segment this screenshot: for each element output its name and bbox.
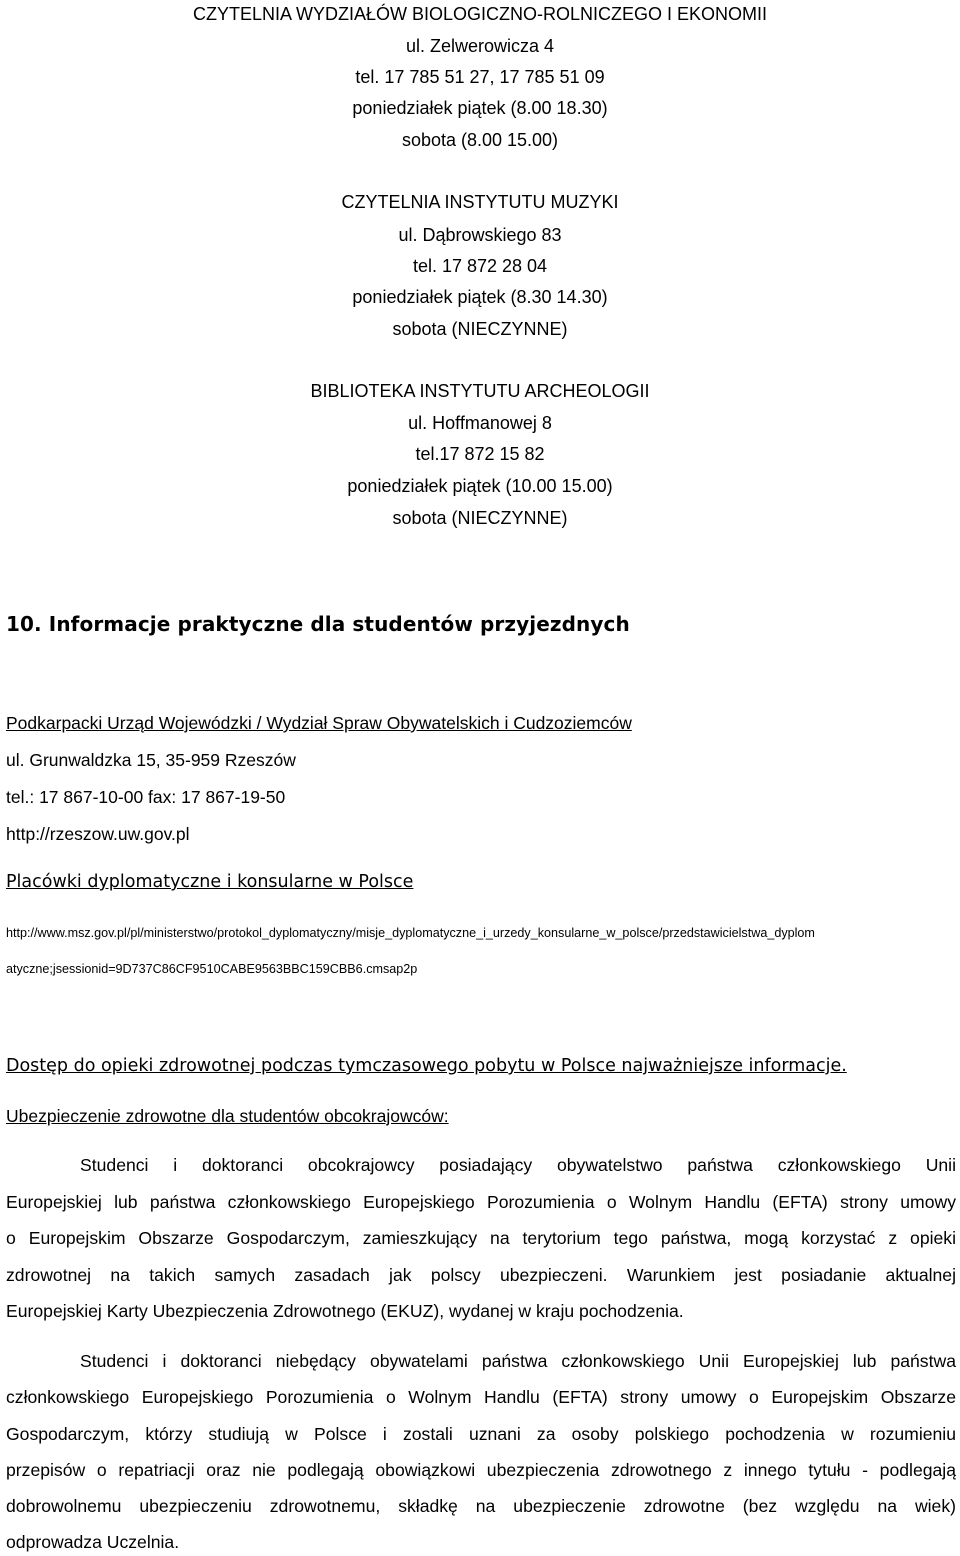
paragraph-2-line: członkowskiego Europejskiego Porozumienia o Wolnym Handlu (EFTA) strony umowy o Europejskim Obszarze — [6, 1387, 956, 1407]
paragraph-2-line: Studenci i doktoranci niebędący obywatelami państwa członkowskiego Unii Europejskiej lub państwa — [80, 1351, 956, 1371]
library-2-saturday: sobota (NIECZYNNE) — [392, 319, 568, 339]
office-name: Podkarpacki Urząd Wojewódzki / Wydział Spraw Obywatelskich i Cudzoziemców — [6, 713, 632, 733]
library-3-saturday: sobota (NIECZYNNE) — [392, 508, 568, 528]
healthcare-heading: Dostęp do opieki zdrowotnej podczas tymczasowego pobytu w Polsce najważniejsze informacje. — [6, 1056, 847, 1076]
paragraph-1-line: o Europejskim Obszarze Gospodarczym, zamieszkujący na terytorium tego państwa, mogą korzystać z opieki — [6, 1228, 956, 1248]
library-2-weekdays: poniedziałek piątek (8.30 14.30) — [352, 287, 608, 307]
paragraph-2-line: odprowadza Uczelnia. — [6, 1532, 180, 1552]
library-1-weekdays: poniedziałek piątek (8.00 18.30) — [352, 98, 608, 118]
library-2-name: CZYTELNIA INSTYTUTU MUZYKI — [341, 192, 619, 212]
paragraph-2-line: przepisów o repatriacji oraz nie podlegają obowiązkowi ubezpieczenia zdrowotnego z innego tytułu - podlegają — [6, 1460, 956, 1480]
library-2-phone: tel. 17 872 28 04 — [412, 256, 548, 276]
office-address: ul. Grunwaldzka 15, 35-959 Rzeszów — [6, 750, 296, 770]
insurance-heading: Ubezpieczenie zdrowotne dla studentów obcokrajowców: — [6, 1106, 449, 1126]
paragraph-1-line: Studenci i doktoranci obcokrajowcy posiadający obywatelstwo państwa członkowskiego Unii — [80, 1155, 956, 1175]
library-3-phone: tel.17 872 15 82 — [415, 444, 545, 464]
library-3-name: BIBLIOTEKA INSTYTUTU ARCHEOLOGII — [310, 381, 650, 401]
paragraph-1-line: Europejskiej lub państwa członkowskiego Europejskiego Porozumienia o Wolnym Handlu (EFTA) strony umowy — [6, 1192, 956, 1212]
library-2-address: ul. Dąbrowskiego 83 — [398, 225, 562, 245]
section-10-heading: 10. Informacje praktyczne dla studentów przyjezdnych — [6, 612, 630, 636]
library-1-name: CZYTELNIA WYDZIAŁÓW BIOLOGICZNO-ROLNICZEGO I EKONOMII — [192, 4, 768, 24]
library-1-phone: tel. 17 785 51 27, 17 785 51 09 — [355, 67, 605, 87]
library-3-weekdays: poniedziałek piątek (10.00 15.00) — [347, 476, 613, 496]
office-url-link[interactable]: http://rzeszow.uw.gov.pl — [6, 824, 190, 844]
paragraph-2-line: dobrowolnemu ubezpieczeniu zdrowotnemu, składkę na ubezpieczenie zdrowotne (bez względu na wiek) — [6, 1496, 956, 1516]
diplomatic-url-line-1[interactable]: http://www.msz.gov.pl/pl/ministerstwo/protokol_dyplomatyczny/misje_dyplomatyczne_i_urzedy_konsularne_w_polsce/przedstawicielstwa_dyplom — [6, 926, 815, 940]
office-phone-fax: tel.: 17 867-10-00 fax: 17 867-19-50 — [6, 787, 286, 807]
paragraph-1-line: zdrowotnej na takich samych zasadach jak polscy ubezpieczeni. Warunkiem jest posiadanie aktualnej — [6, 1265, 956, 1285]
library-3-address: ul. Hoffmanowej 8 — [408, 413, 552, 433]
paragraph-2-line: Gospodarczym, którzy studiują w Polsce i zostali uznani za osoby polskiego pochodzenia w rozumieniu — [6, 1424, 956, 1444]
paragraph-1-line: Europejskiej Karty Ubezpieczenia Zdrowotnego (EKUZ), wydanej w kraju pochodzenia. — [6, 1301, 684, 1321]
diplomatic-heading: Placówki dyplomatyczne i konsularne w Polsce — [6, 872, 414, 892]
library-1-saturday: sobota (8.00 15.00) — [401, 130, 559, 150]
library-1-address: ul. Zelwerowicza 4 — [405, 36, 555, 56]
diplomatic-url-line-2[interactable]: atyczne;jsessionid=9D737C86CF9510CABE9563BBC159CBB6.cmsap2p — [6, 962, 418, 976]
